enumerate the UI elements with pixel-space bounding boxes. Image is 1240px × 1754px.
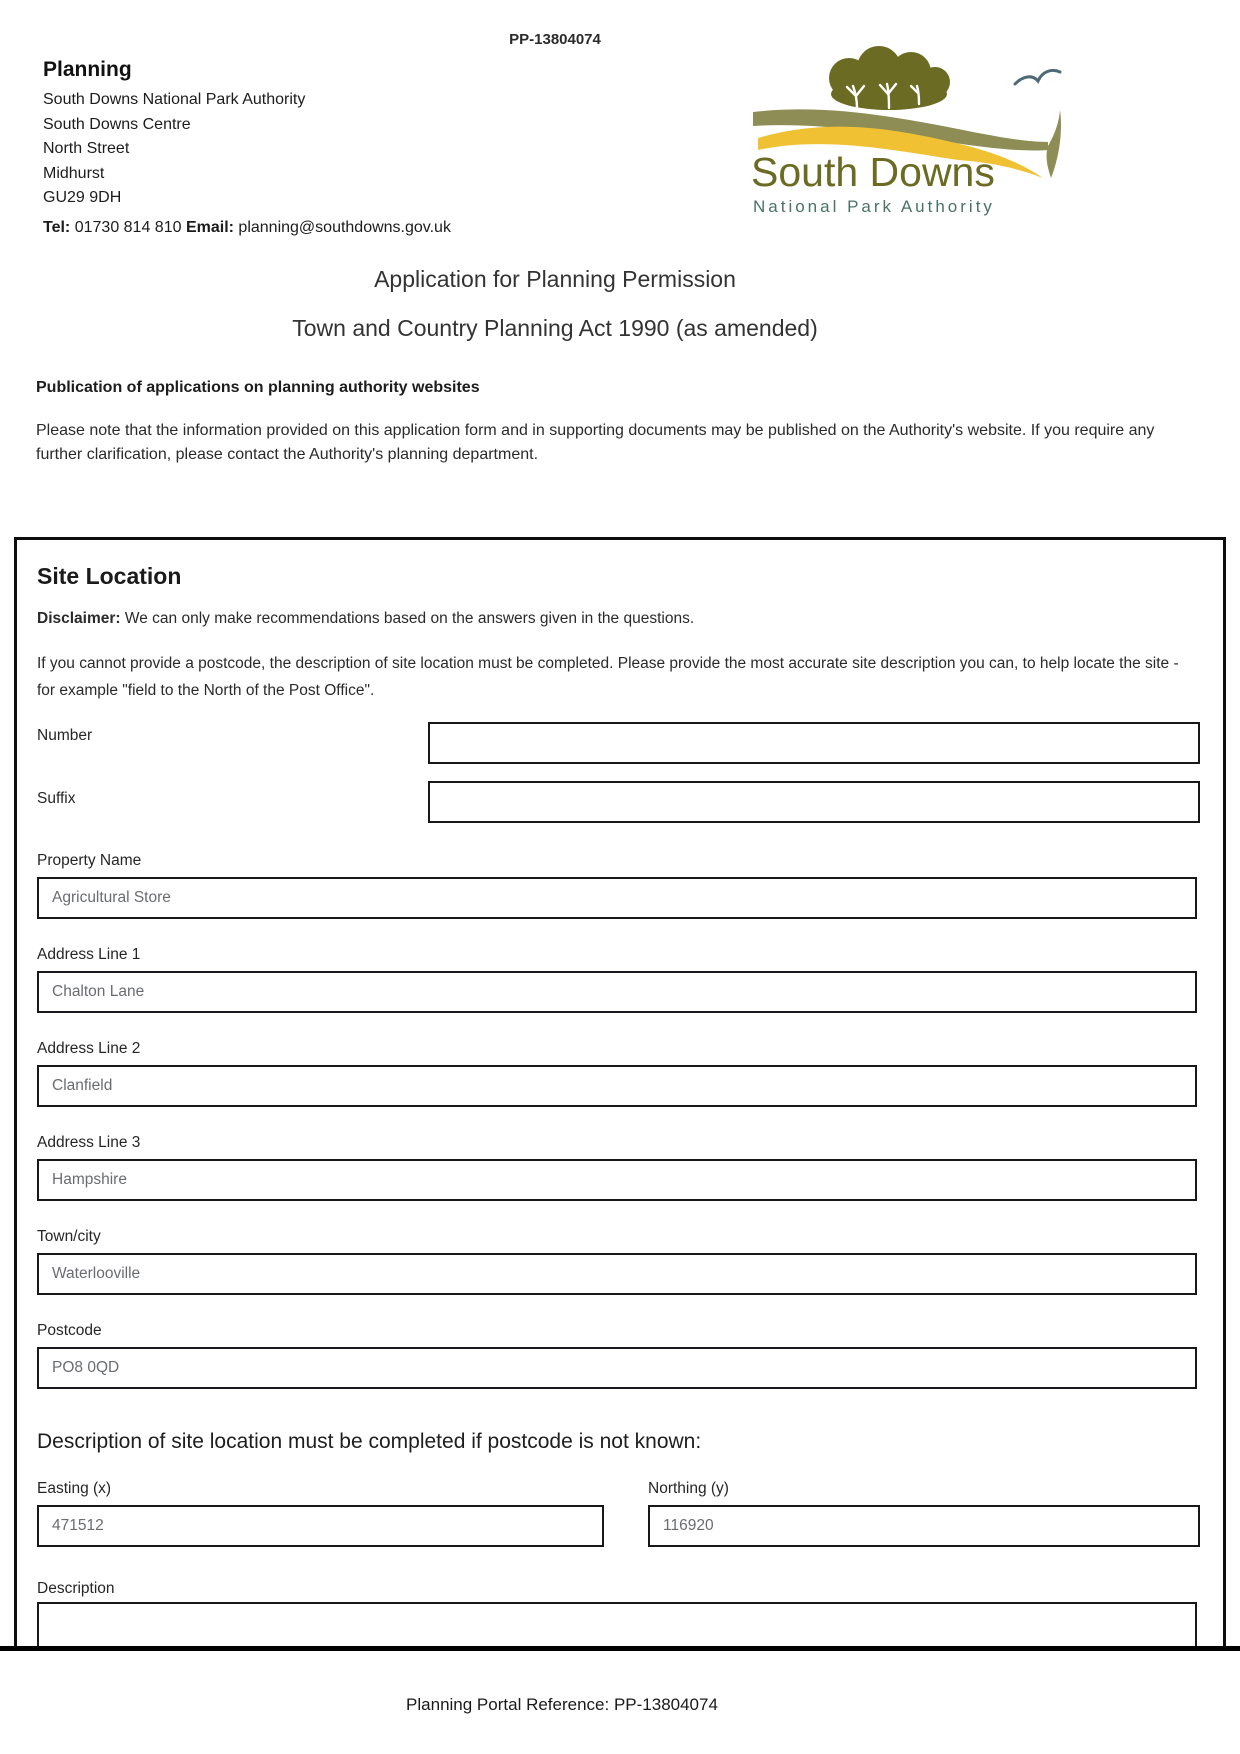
disclaimer-label: Disclaimer: [37, 610, 121, 627]
number-label: Number [37, 727, 93, 744]
address-line-1-label: Address Line 1 [37, 946, 141, 963]
suffix-label: Suffix [37, 790, 76, 807]
site-intro: If you cannot provide a postcode, the description of site location must be completed. Please provide the most accurate site description you can, to help locate the site - for example "field to the North of the Post Office". [37, 655, 1179, 699]
logo-title: South Downs [751, 149, 995, 195]
site-location-section [14, 537, 1226, 1649]
disclaimer-text: We can only make recommendations based on the answers given in the questions. [124, 610, 695, 627]
address-line: GU29 9DH [43, 189, 122, 206]
postcode-label: Postcode [37, 1322, 102, 1339]
email-label: Email: [185, 219, 234, 236]
address-line-3-input[interactable] [37, 1159, 1197, 1201]
address-line-3-label: Address Line 3 [37, 1134, 141, 1151]
description-section-heading: Description of site location must be completed if postcode is not known: [37, 1430, 702, 1453]
address-line-2-label: Address Line 2 [37, 1040, 141, 1057]
property-name-label: Property Name [37, 852, 142, 869]
planning-dept-title: Planning [43, 58, 132, 81]
publication-note: Please note that the information provided on this application form and in supporting documents may be published on the Authority's website. If you require any further clarification, please contact the Authority's planning department. [36, 422, 1155, 463]
act-subtitle: Town and Country Planning Act 1990 (as amended) [292, 315, 818, 341]
easting-input[interactable] [37, 1505, 604, 1547]
address-line: North Street [43, 140, 130, 157]
email-value: planning@southdowns.gov.uk [238, 219, 451, 236]
footer-rule [0, 1646, 1240, 1651]
address-line: South Downs Centre [43, 115, 191, 133]
tel-label: Tel: [43, 219, 71, 236]
northing-input[interactable] [648, 1505, 1200, 1547]
tel-email-line [43, 219, 451, 237]
publication-heading: Publication of applications on planning authority websites [36, 379, 480, 396]
suffix-input[interactable] [428, 781, 1200, 823]
town-city-input[interactable] [37, 1253, 1197, 1295]
description-label: Description [37, 1580, 115, 1597]
property-name-input[interactable] [37, 877, 1197, 919]
authority-address [43, 88, 305, 211]
town-city-label: Town/city [37, 1228, 101, 1245]
address-line-1-input[interactable] [37, 971, 1197, 1013]
northing-label: Northing (y) [648, 1480, 729, 1497]
form-title: Application for Planning Permission [374, 266, 736, 292]
sdnpa-logo [733, 46, 1065, 222]
planning-portal-reference: Planning Portal Reference: PP-13804074 [406, 1695, 718, 1714]
logo-gull-icon [1015, 70, 1060, 84]
address-line: South Downs National Park Authority [43, 91, 306, 108]
postcode-input[interactable] [37, 1347, 1197, 1389]
address-line-2-input[interactable] [37, 1065, 1197, 1107]
logo-subtitle: National Park Authority [753, 197, 995, 216]
section-title: Site Location [37, 563, 182, 589]
tel-value: 01730 814 810 [74, 219, 182, 236]
easting-label: Easting (x) [37, 1480, 112, 1497]
pp-reference: PP-13804074 [509, 31, 601, 48]
address-line: Midhurst [43, 164, 105, 182]
disclaimer [37, 610, 694, 628]
description-textarea[interactable] [37, 1602, 1197, 1649]
number-input[interactable] [428, 722, 1200, 764]
